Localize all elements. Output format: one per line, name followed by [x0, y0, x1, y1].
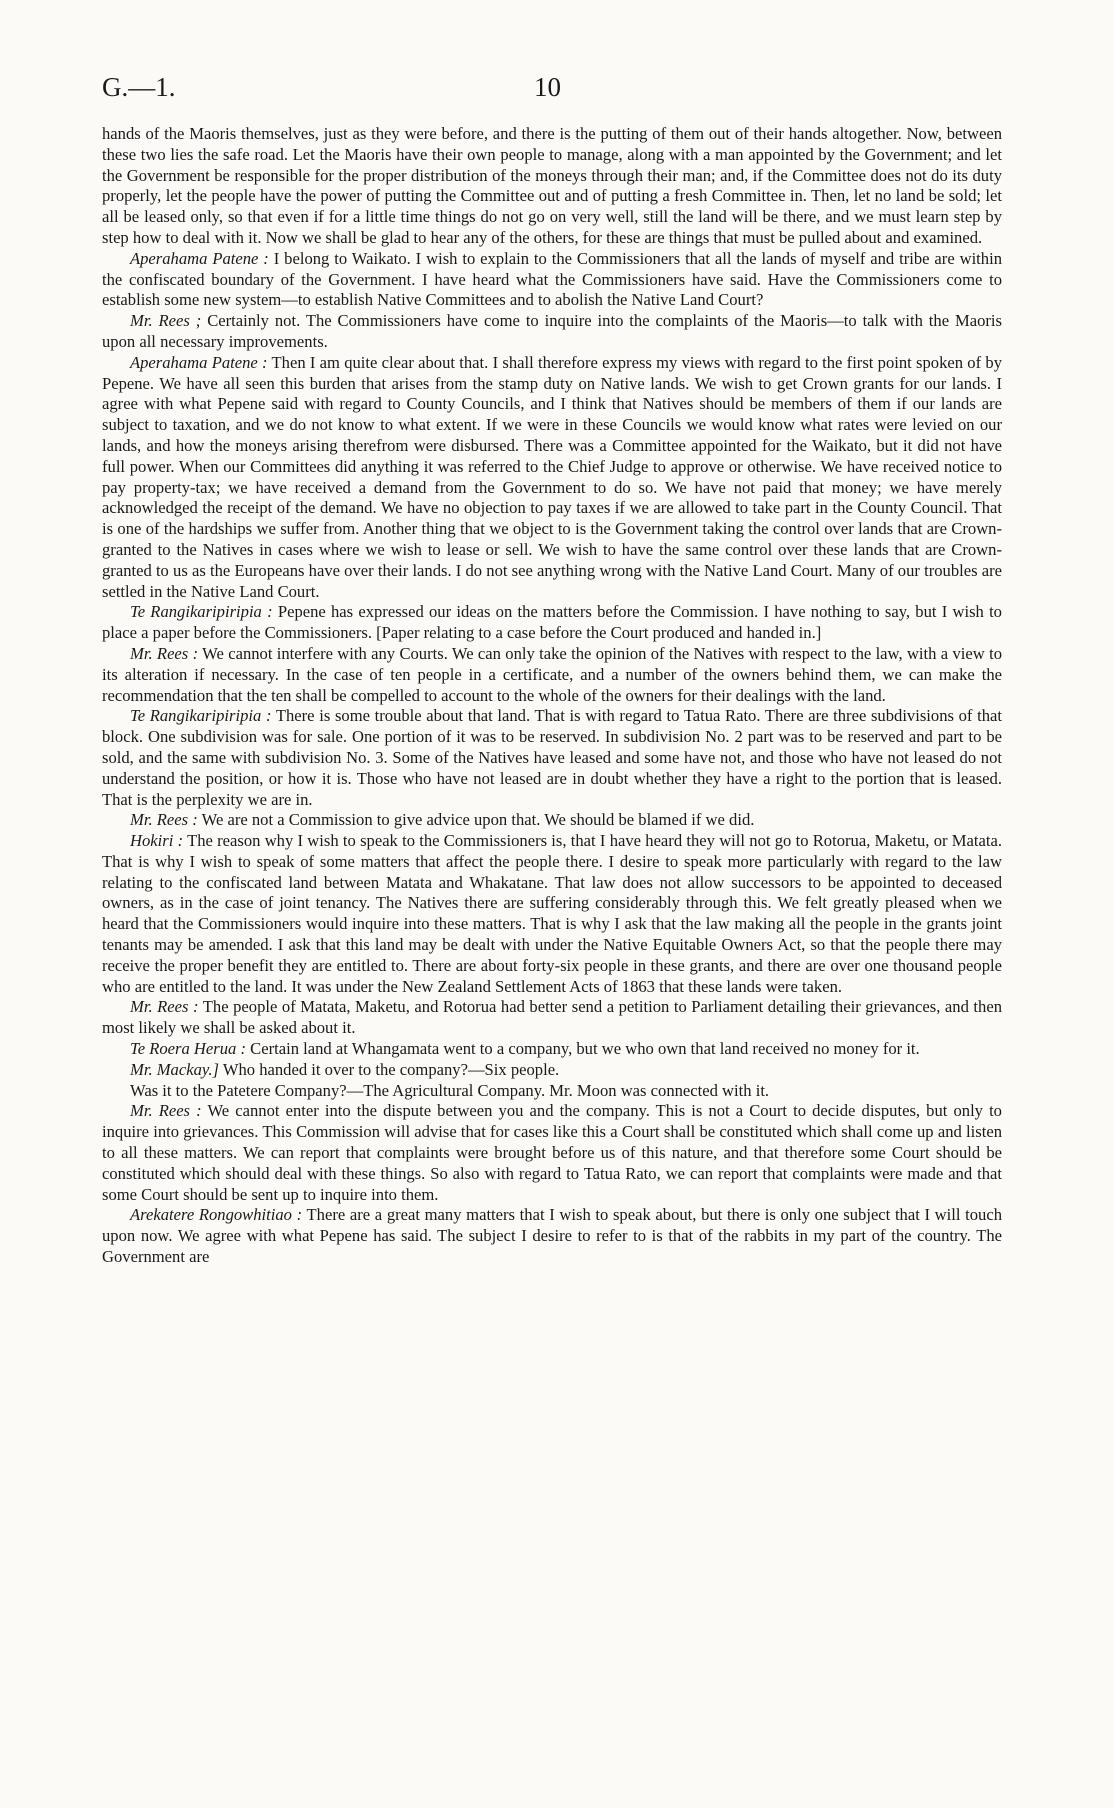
speaker-name: Mr. Rees ;: [130, 311, 202, 331]
speaker-name: Mr. Mackay.]: [130, 1059, 219, 1079]
speech-text: Was it to the Patetere Company?—The Agricultural Company. Mr. Moon was connected with it.: [130, 1080, 770, 1100]
paragraph-continued: hands of the Maoris themselves, just as they were before, and there is the putting of them out of their hands altogether. Now, between these two lies the safe road. Let the Maoris have their own people to manage, along with a man appointed by the Government; and let the Government be responsible for the proper distribution of the moneys through their man; and, if the Committee does not do its duty properly, let the people have the power of putting the Committee out and of putting a fresh Committee in. Then, let no land be sold; let all be leased only, so that even if for a little time things do not go on very well, still the land will be there, and we must learn step by step how to deal with it. Now we shall be glad to hear any of the others, for these are things that must be pulled about and examined.: [102, 124, 1002, 247]
speech-text: Then I am quite clear about that. I shall therefore express my views with regard to the first point spoken of by Pepene. We have all seen this burden that arises from the stamp duty on Native lands. We wish to get Crown grants for our lands. I agree with what Pepene said with regard to County Councils, and I think that Natives should be members of them if our lands are subject to taxation, and we do not know to what extent. If we were in these Councils we would know what rates were levied on our lands, and how the moneys arising therefrom were disbursed. There was a Committee appointed for the Waikato, but it did not have full power. When our Committees did anything it was referred to the Chief Judge to approve or otherwise. We have received notice to pay property-tax; we have received a demand from the Government to do so. We have not paid that money; we have merely acknowledged the receipt of the demand. We have no objection to pay taxes if we are allowed to take part in the County Council. That is one of the hardships we suffer from. Another thing that we object to is the Government taking the control over lands that are Crown-granted to the Natives in cases where we wish to lease or sell. We wish to have the same control over these lands that are Crown-granted to us as the Europeans have over their lands. I do not see anything wrong with the Native Land Court. Many of our troubles are settled in the Native Land Court.: [102, 352, 1002, 601]
paragraph: [102, 249, 1002, 311]
paragraph: [102, 997, 1002, 1039]
speech-text: Certainly not. The Commissioners have come to inquire into the complaints of the Maoris—to talk with the Maoris upon all necessary improvements.: [102, 311, 1002, 351]
speech-text: We are not a Commission to give advice upon that. We should be blamed if we did.: [201, 810, 755, 830]
paragraph: [102, 353, 1002, 603]
paragraph: [102, 1205, 1002, 1267]
speaker-name: Mr. Rees :: [130, 1101, 202, 1121]
paragraph: [102, 1081, 1002, 1102]
paragraph: [102, 1060, 1002, 1081]
speaker-name: Hokiri :: [130, 831, 184, 851]
speech-text: The people of Matata, Maketu, and Rotorua had better send a petition to Parliament detailing their grievances, and then most likely we shall be asked about it.: [102, 997, 1002, 1038]
paragraph: [102, 1039, 1002, 1060]
speech-text: We cannot interfere with any Courts. We can only take the opinion of the Natives with respect to the law, with a view to its alteration if necessary. In the case of ten people in a certificate, and a number of the owners behind them, we can make the recommendation that the ten shall be compelled to account to the whole of the owners for their dealings with the land.: [102, 643, 1002, 705]
speaker-name: Te Roera Herua :: [130, 1039, 246, 1059]
speaker-name: Mr. Rees :: [130, 810, 198, 830]
page-body: [102, 124, 1002, 1268]
speech-text: I belong to Waikato. I wish to explain to the Commissioners that all the lands of myself and tribe are within the confiscated boundary of the Government. I have heard what the Commissioners have said. Have the Commissioners come to establish some new system—to establish Native Committees and to abolish the Native Land Court?: [102, 248, 1002, 310]
speaker-name: Te Rangikaripiripia :: [130, 602, 273, 622]
speaker-name: Aperahama Patene :: [130, 248, 269, 268]
speech-text: Who handed it over to the company?—Six people.: [222, 1059, 560, 1079]
speaker-name: Te Rangikaripiripia :: [130, 706, 272, 726]
paragraph: [102, 602, 1002, 644]
speech-text: We cannot enter into the dispute between you and the company. This is not a Court to decide disputes, but only to inquire into grievances. This Commission will advise that for cases like this a Court shall be constituted which shall come up and listen to all these matters. We can report that complaints were brought before us of this nature, and that therefore some Court should be constituted which should deal with these things. So also with regard to Tatua Rato, we can report that complaints were made and that some Court should be sent up to inquire into them.: [102, 1101, 1002, 1204]
document-reference: G.—1.: [102, 72, 176, 102]
speech-text: Pepene has expressed our ideas on the matters before the Commission. I have nothing to say, but I wish to place a paper before the Commissioners. [Paper relating to a case before the Court produced and handed in.]: [102, 602, 1002, 643]
speaker-name: Mr. Rees :: [130, 643, 199, 663]
paragraph: [102, 311, 1002, 353]
paragraph: [102, 706, 1002, 810]
paragraph: [102, 644, 1002, 706]
paragraph: [102, 810, 1002, 831]
speaker-name: Aperahama Patene :: [130, 352, 268, 372]
speaker-name: Arekatere Rongowhitiao :: [130, 1205, 303, 1225]
speech-text: There are a great many matters that I wish to speak about, but there is only one subject that I will touch upon now. We agree with what Pepene has said. The subject I desire to refer to is that of the rabbits in my part of the country. The Government are: [102, 1205, 1003, 1267]
speaker-name: Mr. Rees :: [130, 997, 199, 1017]
running-header: [102, 72, 1002, 108]
speech-text: Certain land at Whangamata went to a company, but we who own that land received no money for it.: [250, 1039, 920, 1059]
paragraph: [102, 831, 1002, 997]
paragraph: [102, 1101, 1002, 1205]
speech-text: The reason why I wish to speak to the Commissioners is, that I have heard they will not go to Rotorua, Maketu, or Matata. That is why I wish to speak of some matters that affect the people there. I desire to speak more particularly with regard to the law relating to the confiscated land between Matata and Whakatane. That law does not allow successors to be appointed to deceased owners, as in the case of joint tenancy. The Natives there are suffering considerably through this. We felt greatly pleased when we heard that the Commissioners would inquire into these matters. That is why I ask that the law making all the people in the grants joint tenants may be amended. I ask that this land may be dealt with under the Native Equitable Owners Act, so that the people there may receive the proper benefit they are entitled to. There are about forty-six people in these grants, and there are over one thousand people who are entitled to the land. It was under the New Zealand Settlement Acts of 1863 that these lands were taken.: [102, 831, 1002, 996]
page-number: 10: [534, 72, 561, 102]
speech-text: There is some trouble about that land. That is with regard to Tatua Rato. There are three subdivisions of that block. One subdivision was for sale. One portion of it was to be reserved. In subdivision No. 2 part was to be reserved and part to be sold, and the same with subdivision No. 3. Some of the Natives have leased and some have not, and those who have not leased do not understand the position, or how it is. Those who have not leased are in doubt whether they have a right to the portion that is leased. That is the perplexity we are in.: [102, 706, 1002, 809]
